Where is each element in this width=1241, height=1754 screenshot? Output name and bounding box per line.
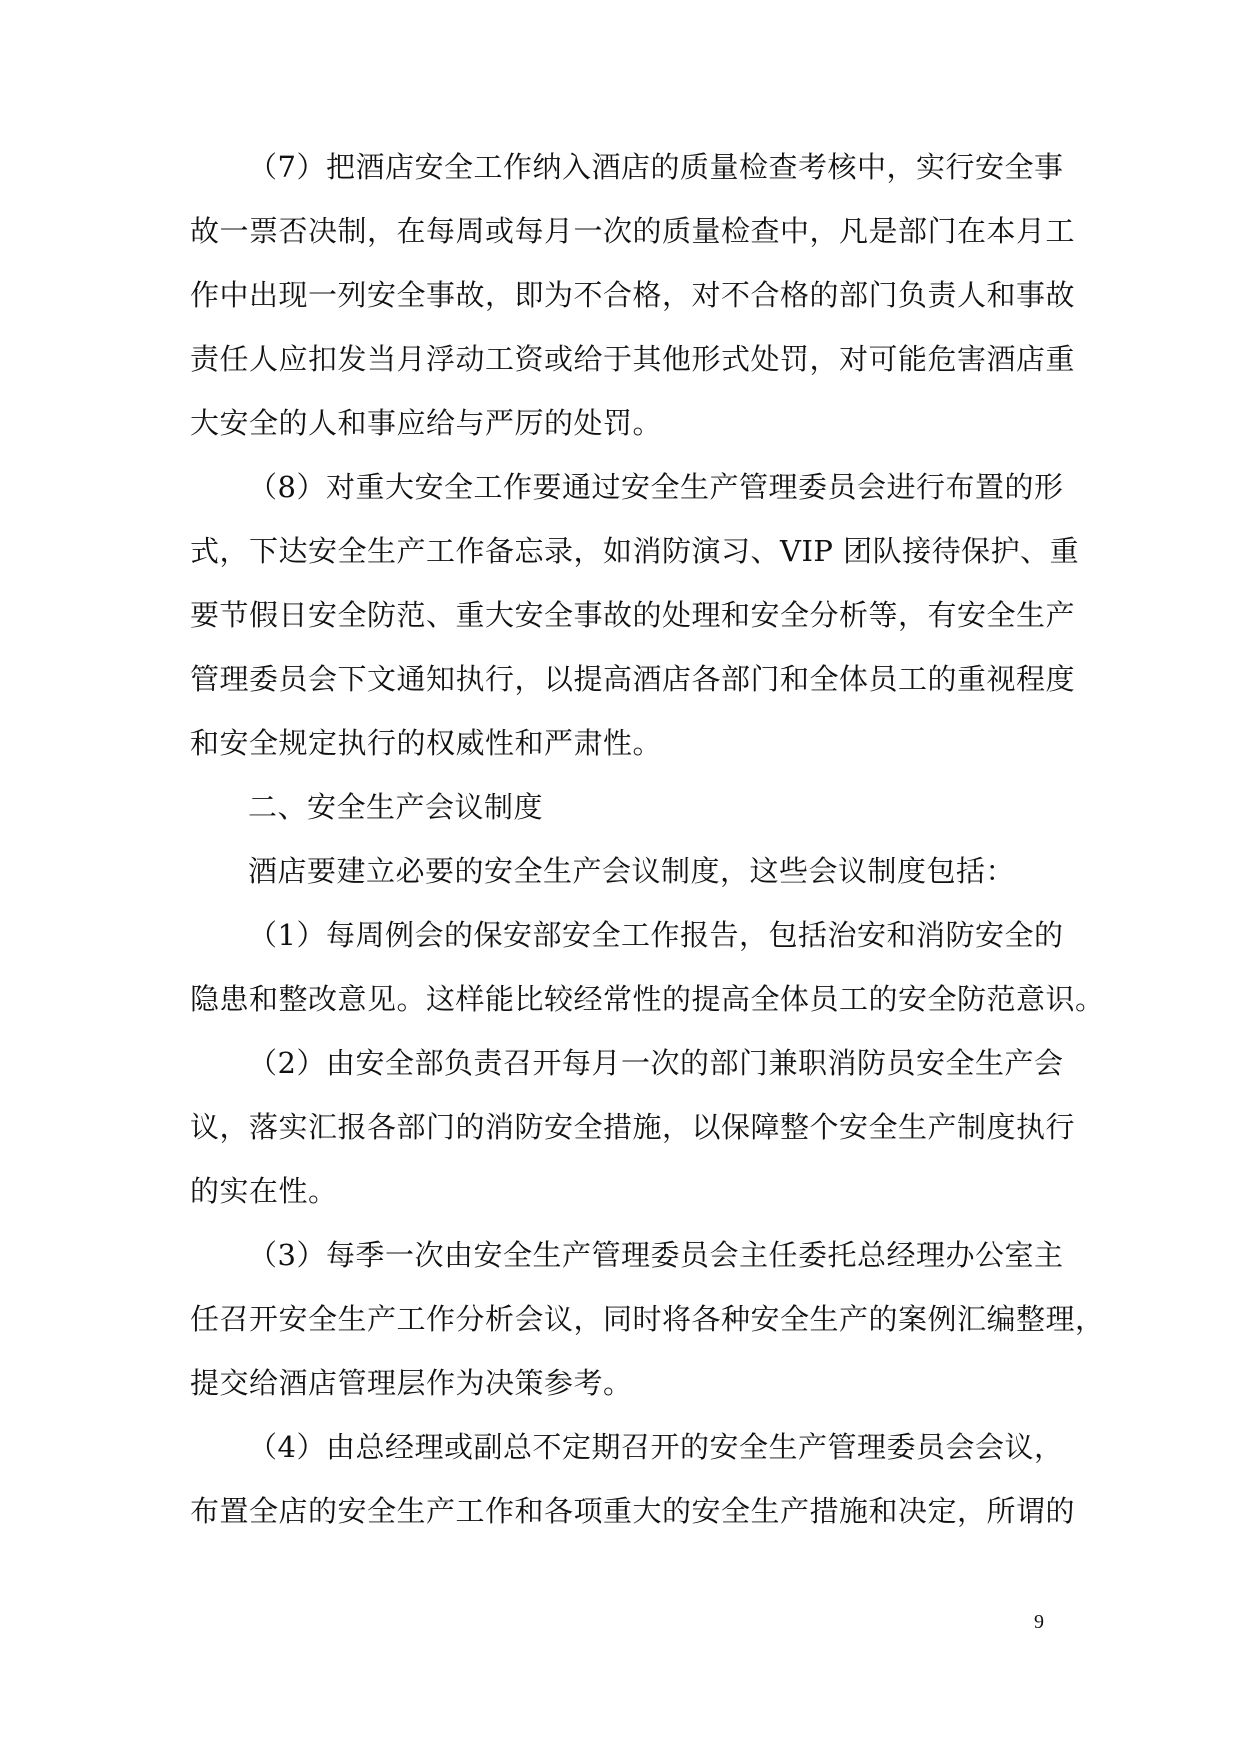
paragraph-line: 责任人应扣发当月浮动工资或给于其他形式处罚，对可能危害酒店重 [190, 342, 1076, 376]
paragraph-line: 作中出现一列安全事故，即为不合格，对不合格的部门负责人和事故 [190, 278, 1076, 312]
paragraph-line: （2）由安全部负责召开每月一次的部门兼职消防员安全生产会 [248, 1046, 1064, 1080]
paragraph-line: 故一票否决制，在每周或每月一次的质量检查中，凡是部门在本月工 [190, 214, 1076, 248]
paragraph-line: （3）每季一次由安全生产管理委员会主任委托总经理办公室主 [248, 1238, 1064, 1272]
paragraph-line: 式，下达安全生产工作备忘录，如消防演习、VIP 团队接待保护、重 [190, 534, 1080, 568]
paragraph-line: 任召开安全生产工作分析会议，同时将各种安全生产的案例汇编整理， [190, 1302, 1105, 1336]
section-heading: 二、安全生产会议制度 [248, 790, 544, 824]
paragraph-line: 和安全规定执行的权威性和严肃性。 [190, 726, 663, 760]
paragraph-line: （7）把酒店安全工作纳入酒店的质量检查考核中，实行安全事 [248, 150, 1064, 184]
paragraph-line: 管理委员会下文通知执行，以提高酒店各部门和全体员工的重视程度 [190, 662, 1076, 696]
paragraph-line: 酒店要建立必要的安全生产会议制度，这些会议制度包括： [248, 854, 1016, 888]
paragraph-line: 要节假日安全防范、重大安全事故的处理和安全分析等，有安全生产 [190, 598, 1076, 632]
paragraph-line: 隐患和整改意见。这样能比较经常性的提高全体员工的安全防范意识。 [190, 982, 1105, 1016]
paragraph-line: 议，落实汇报各部门的消防安全措施，以保障整个安全生产制度执行 [190, 1110, 1076, 1144]
paragraph-line: （8）对重大安全工作要通过安全生产管理委员会进行布置的形 [248, 470, 1064, 504]
paragraph-line: 的实在性。 [190, 1174, 338, 1208]
paragraph-line: （1）每周例会的保安部安全工作报告，包括治安和消防安全的 [248, 918, 1064, 952]
paragraph-line: （4）由总经理或副总不定期召开的安全生产管理委员会会议， [248, 1430, 1064, 1464]
paragraph-line: 布置全店的安全生产工作和各项重大的安全生产措施和决定，所谓的 [190, 1494, 1076, 1528]
paragraph-line: 大安全的人和事应给与严厉的处罚。 [190, 406, 663, 440]
page-number: 9 [1034, 1611, 1044, 1633]
paragraph-line: 提交给酒店管理层作为决策参考。 [190, 1366, 633, 1400]
